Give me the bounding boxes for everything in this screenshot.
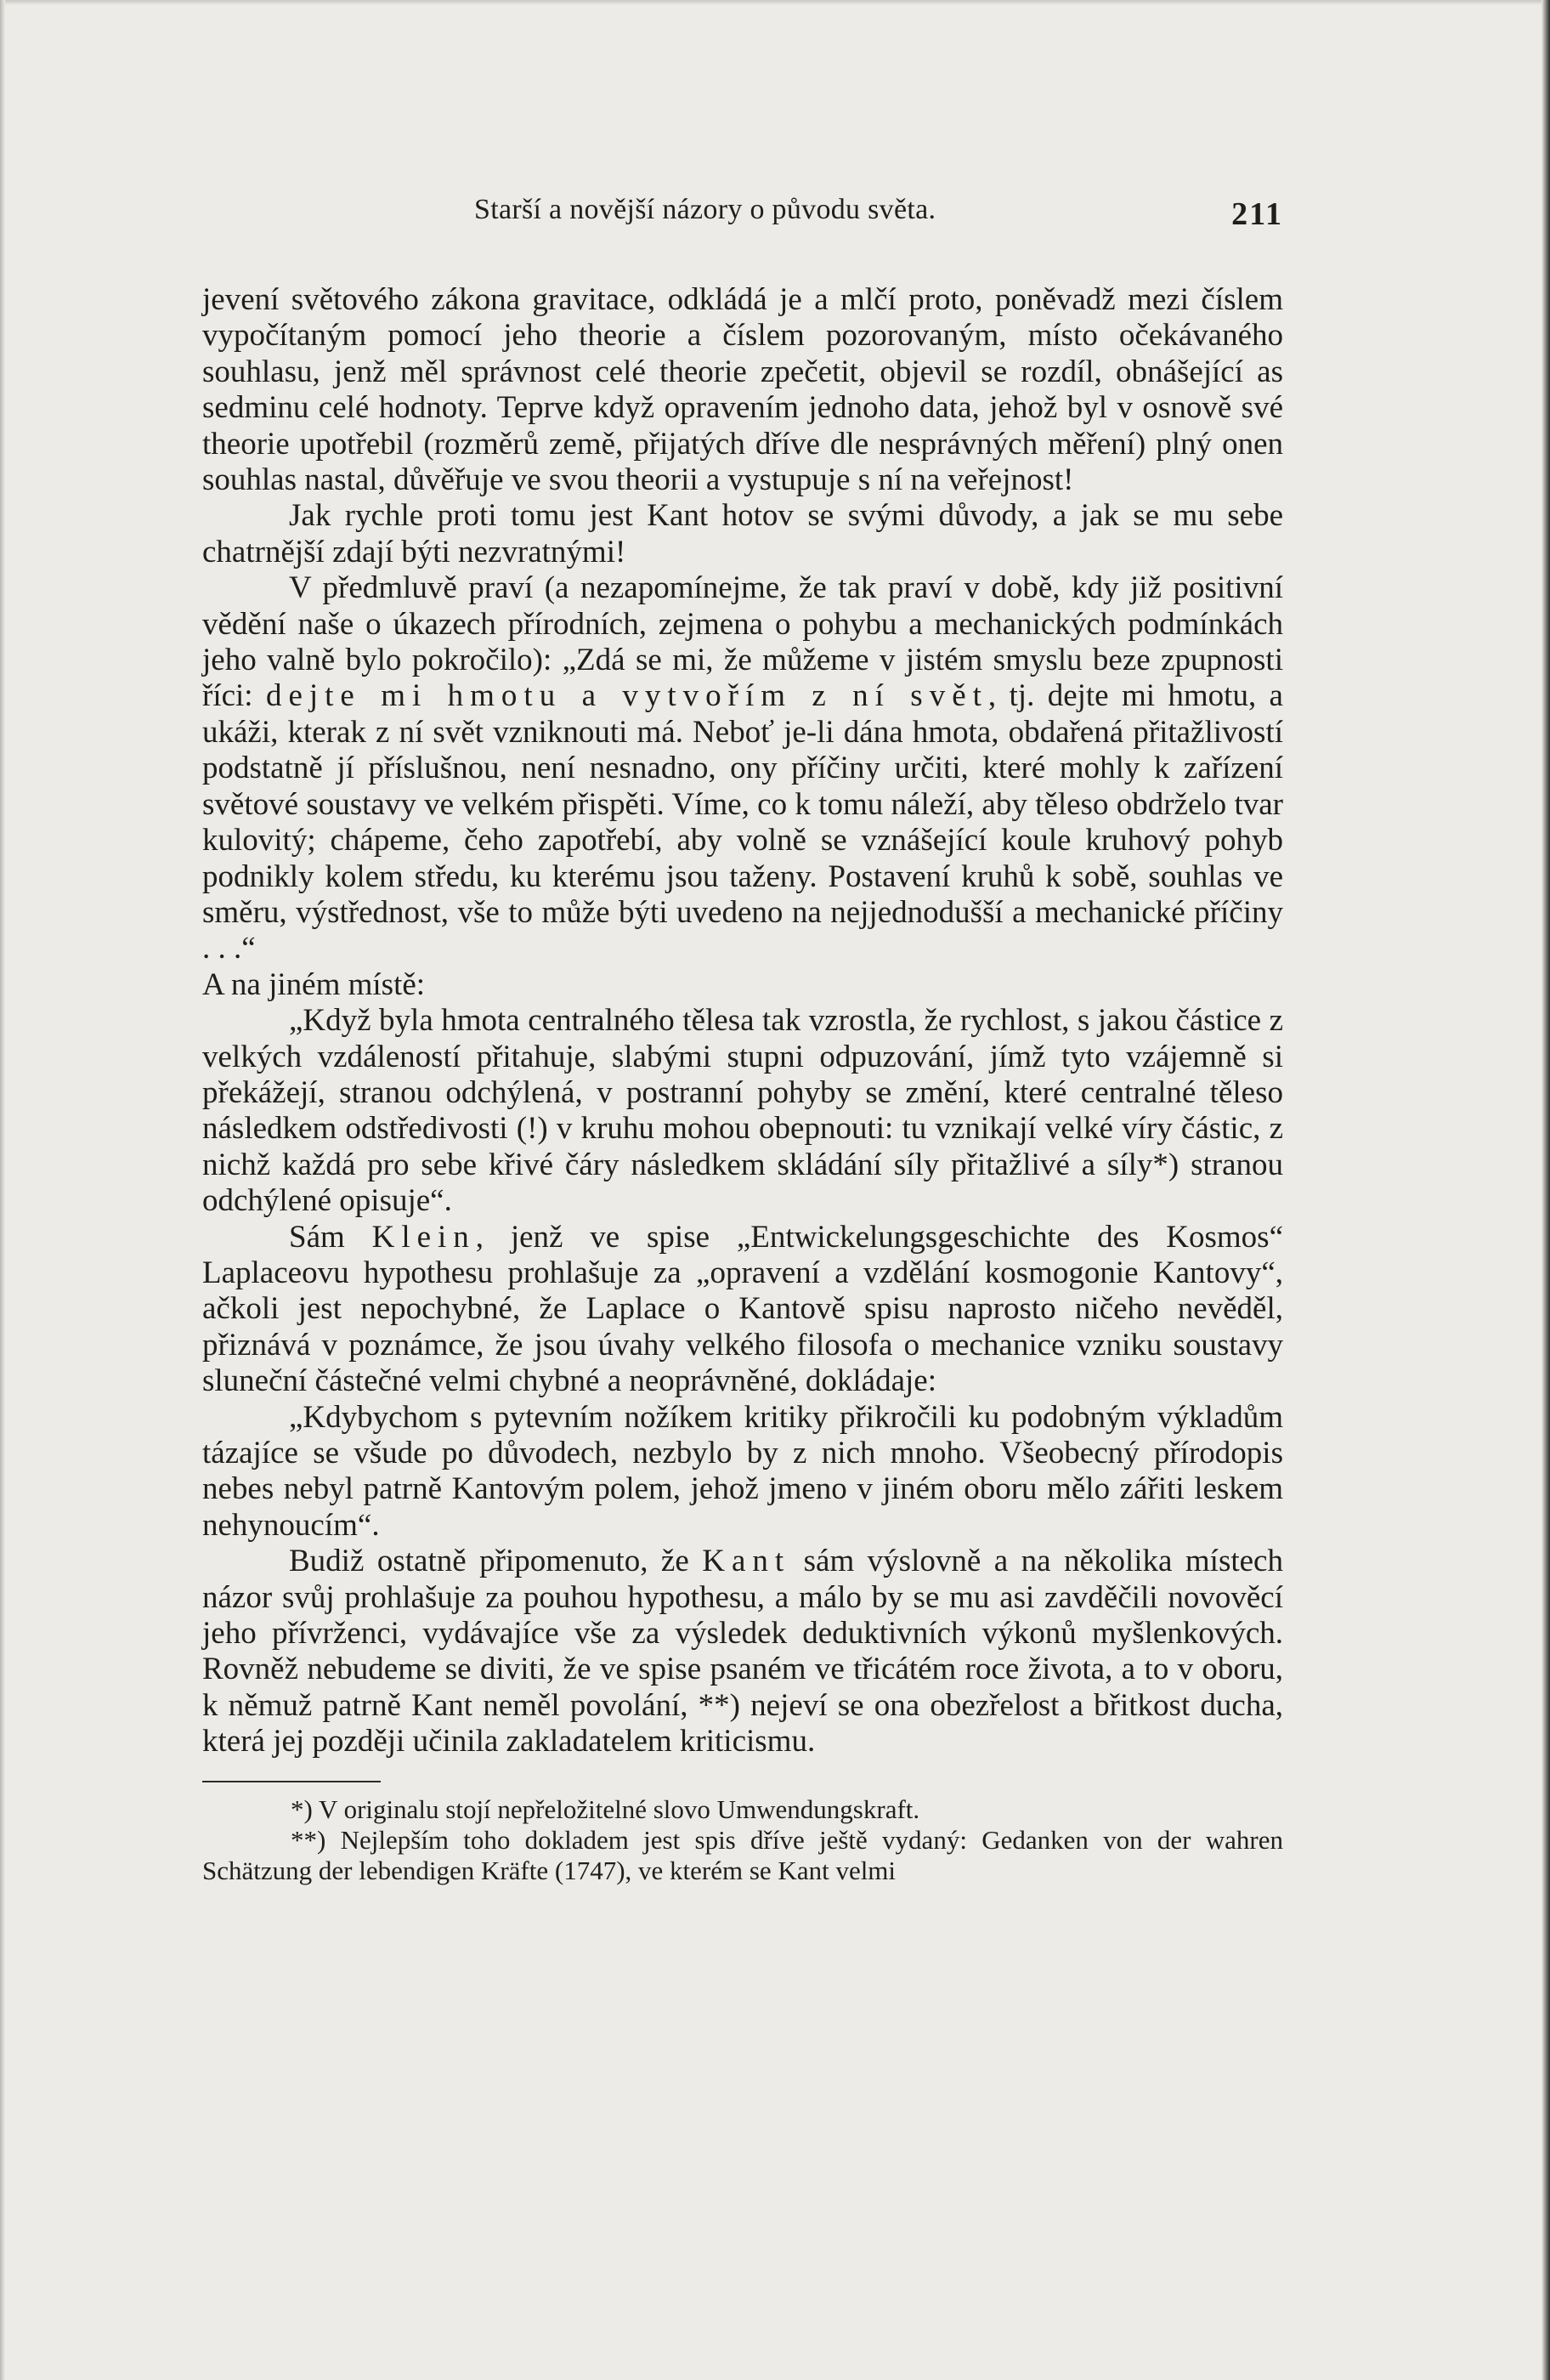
footnote-rule <box>202 1781 381 1782</box>
paragraph-kant-reasons: Jak rychle proti tomu jest Kant hotov se svými důvody, a jak se mu sebe chatrnější zdají býti nezvratnými! <box>202 498 1283 570</box>
scan-edge-right <box>1542 0 1550 2380</box>
scan-edge-top <box>0 0 1550 5</box>
paragraph-knife-quote: „Kdybychom s pytevním nožíkem kritiky přikročili ku podobným výkladům tázajíce se všude po důvodech, nezbylo by z nich mnoho. Všeobecný přírodopis nebes nebyl patrně Kantovým polem, jehož jmeno v jiném oboru mělo zářiti leskem nehynoucím“. <box>202 1399 1283 1543</box>
emphasis-dejte-mi-hmotu: dejte mi hmotu a vytvořím z ní svět <box>265 678 988 714</box>
preface-quote-rest: , tj. dejte mi hmotu, a ukáži, kterak z ní svět vzniknouti má. Neboť je-li dána hmota, obdařená přitažlivostí podstatně jí příslušnou, není nesnadno, ony příčiny určiti, které mohly k zařízení světové soustavy ve velkém přispěti. Víme, co k tomu náleží, aby těleso obdrželo tvar kulovitý; chápeme, čeho zapotřebí, aby volně se vznášející koule kruhový pohyb podnikly kolem středu, ku kterému jsou taženy. Postavení kruhů k sobě, souhlas ve směru, výstřednost, vše to může býti uvedeno na nejjednodušší a mechanické příčiny . . .“ <box>202 678 1283 966</box>
emphasis-klein: Klein <box>371 1219 476 1255</box>
paragraph-continuation: jevení světového zákona gravitace, odkládá je a mlčí proto, poněvadž mezi číslem vypočítaným pomocí jeho theorie a číslem pozorovaným, místo očekávaného souhlasu, jenž měl správnost celé theorie zpečetit, objevil se rozdíl, obnášející as sedminu celé hodnoty. Teprve když opravením jednoho data, jehož byl v osnově své theorie upotřebil (rozměrů země, přijatých dříve dle nesprávných měření) plný onen souhlas nastal, důvěřuje ve svou theorii a vystupuje s ní na veřejnost! <box>202 282 1283 498</box>
footnotes <box>202 1794 1283 1886</box>
running-title: Starší a novější názory o původu světa. <box>474 194 936 225</box>
klein-rest: , jenž ve spise „Entwickelungsgeschichte des Kosmos“ Laplaceovu hypothesu prohlašuje za „opravení a vzdělání kosmogonie Kantovy“, ačkoli jest nepochybné, že Laplace o Kantově spisu naprosto ničeho nevěděl, přiznává v poznámce, že jsou úvahy velkého filosofa o mechanice vzniku soustavy sluneční částečné velmi chybné a neoprávněné, dokládaje: <box>202 1219 1283 1399</box>
body-text <box>202 282 1283 1760</box>
hypothesis-rest: sám výslovně a na několika místech názor svůj prohlašuje za pouhou hypothesu, a málo by se mu asi zavděčili novověcí jeho přívrženci, vydávajíce vše za výsledek deduktivních výkonů myšlenkových. Rovněž nebudeme se diviti, že ve spise psaném ve třicátém roce života, a to v oboru, k němuž patrně Kant neměl povolání, **) nejeví se ona obezřelost a břitkost ducha, která jej později učinila zakladatelem kriticismu. <box>202 1544 1283 1760</box>
paragraph-klein <box>202 1220 1283 1400</box>
paragraph-central-body-quote: „Když byla hmota centralného tělesa tak vzrostla, že rychlost, s jakou částice z velkých vzdáleností přitahuje, slabými stupni odpuzování, jímž tyto vzájemně si překážejí, stranou odchýlená, v postranní pohyby se změní, které centralné těleso následkem odstředivosti (!) v kruhu mohou obepnouti: tu vznikají velké víry částic, z nichž každá pro sebe křivé čáry následkem skládání síly přitažlivé a síly*) stranou odchýlené opisuje“. <box>202 1003 1283 1219</box>
hypothesis-start: Budiž ostatně připomenuto, že <box>289 1544 703 1579</box>
emphasis-kant: Kant <box>702 1544 791 1579</box>
preface-quote-start: V předmluvě praví (a nezapomínejme, že tak praví v době, kdy již positivní vědění naše o úkazech přírodních, zejmena o pohybu a mechanických podmínkách jeho valně bylo pokročilo): „Zdá se mi, že můžeme v jistém smyslu beze zpupnosti říci: <box>202 570 1283 714</box>
klein-start: Sám <box>289 1219 372 1255</box>
footnote-2: **) Nejlepším toho dokladem jest spis dříve ještě vydaný: Gedanken von der wahren Schätzung der lebendigen Kräfte (1747), ve kterém se Kant velmi <box>202 1824 1283 1885</box>
paragraph-another-place: A na jiném místě: <box>202 966 426 1002</box>
paragraph-preface-quote <box>202 570 1283 966</box>
page-number: 211 <box>1231 196 1283 232</box>
scan-edge-left <box>0 0 5 2380</box>
paragraph-hypothesis <box>202 1544 1283 1760</box>
footnote-1: *) V originalu stojí nepřeložitelné slovo Umwendungskraft. <box>291 1794 920 1824</box>
book-page <box>202 194 1283 1886</box>
running-head <box>202 194 1283 236</box>
